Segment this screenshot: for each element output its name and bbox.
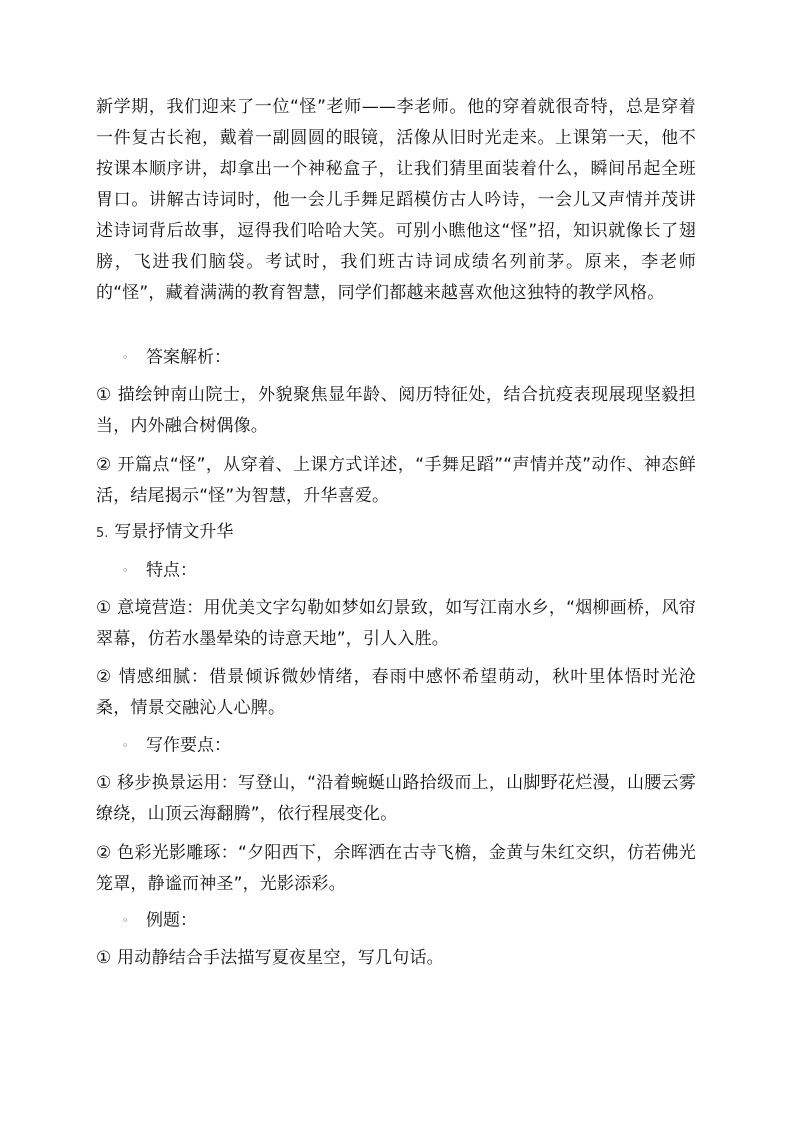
writing-point-1: ① 移步换景运用：写登山，“沿着蜿蜒山路拾级而上，山脚野花烂漫，山腰云雾缭绕，山顶云海翻腾”，依行程展变化。 [96, 773, 696, 824]
answer-analysis-point-2: ② 开篇点“怪”，从穿着、上课方式详述，“手舞足蹈”“声情并茂”动作、神态鲜活，结尾揭示“怪”为智慧，升华喜爱。 [96, 455, 696, 506]
features-heading [122, 555, 197, 587]
hollow-bullet-icon: ◦ [122, 351, 129, 364]
features-point-2: ② 情感细腻：借景倾诉微妙情绪，春雨中感怀希望萌动，秋叶里体悟时光沧桑，情景交融沁人心脾。 [96, 667, 696, 718]
hollow-bullet-icon: ◦ [122, 564, 129, 577]
features-point-1: ① 意境营造：用优美文字勾勒如梦如幻景致，如写江南水乡，“烟柳画桥，风帘翠幕，仿若水墨晕染的诗意天地”，引人入胜。 [96, 598, 696, 649]
section-5-heading [96, 517, 233, 549]
section-5-number: 5. [96, 526, 109, 541]
section-5-title: 写景抒情文升华 [114, 522, 234, 542]
examples-label: 例题： [146, 910, 197, 931]
hollow-bullet-icon: ◦ [122, 739, 129, 752]
intro-paragraph: 新学期，我们迎来了一位“怪”老师——李老师。他的穿着就很奇特，总是穿着一件复古长袍，戴着一副圆圆的眼镜，活像从旧时光走来。上课第一天，他不按课本顺序讲，却拿出一个神秘盒子，让我们猜里面装着什么，瞬间吊起全班胃口。讲解古诗词时，他一会儿手舞足蹈模仿古人吟诗，一会儿又声情并茂讲述诗词背后故事，逗得我们哈哈大笑。可别小瞧他这“怪”招，知识就像长了翅膀，飞进我们脑袋。考试时，我们班古诗词成绩名列前茅。原来，李老师的“怪”，藏着满满的教育智慧，同学们都越来越喜欢他这独特的教学风格。 [96, 97, 696, 303]
answer-analysis-point-1: ① 描绘钟南山院士，外貌聚焦显年龄、阅历特征处，结合抗疫表现展现坚毅担当，内外融合树偶像。 [96, 385, 696, 436]
writing-point-2: ② 色彩光影雕琢：“夕阳西下，余晖洒在古寺飞檐，金黄与朱红交织，仿若佛光笼罩，静谧而神圣”，光影添彩。 [96, 843, 696, 894]
answer-analysis-heading [122, 342, 231, 374]
answer-analysis-label: 答案解析： [146, 347, 231, 368]
example-point-1: ① 用动静结合手法描写夏夜星空，写几句话。 [96, 948, 444, 968]
writing-points-heading [122, 730, 231, 762]
examples-heading [122, 905, 197, 937]
features-label: 特点： [146, 560, 197, 581]
hollow-bullet-icon: ◦ [122, 914, 129, 927]
writing-points-label: 写作要点： [146, 735, 231, 756]
